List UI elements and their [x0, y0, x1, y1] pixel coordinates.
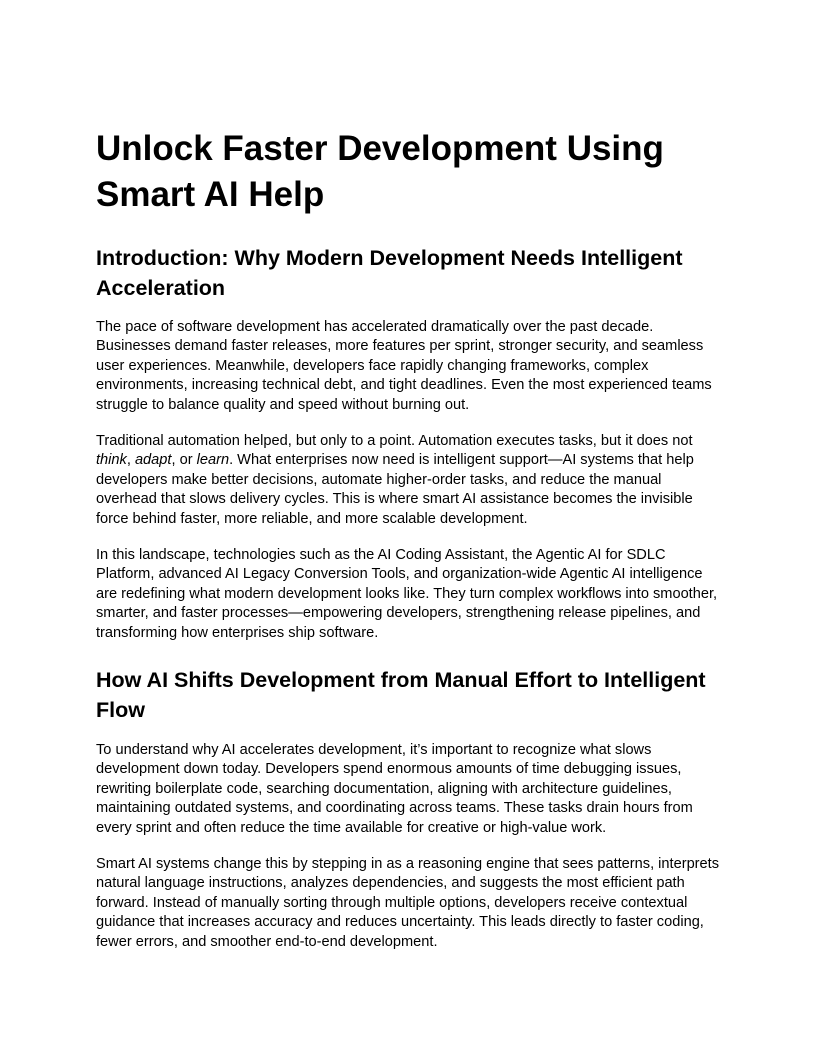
section-heading-introduction: Introduction: Why Modern Development Needs Intelligent Acceleration	[96, 246, 683, 300]
paragraph-pace-of-development: The pace of software development has accelerated dramatically over the past decade. Businesses demand faster releases, more features per sprint, stronger security, and seamless user experiences. Meanwhile, developers face rapidly changing frameworks, complex environments, increasing technical debt, and tight deadlines. Even the most experienced teams struggle to balance quality and speed without burning out.	[96, 319, 712, 413]
emphasis-learn: learn	[196, 452, 230, 469]
document-title: Unlock Faster Development Using Smart AI Help	[96, 129, 664, 214]
paragraph-text: , or	[171, 452, 197, 469]
paragraph-traditional-automation	[96, 432, 724, 529]
paragraph-text: ,	[126, 452, 135, 469]
paragraph-smart-ai-systems: Smart AI systems change this by stepping in as a reasoning engine that sees patterns, interprets natural language instructions, analyzes dependencies, and suggests the most efficient path forward. Instead of manually sorting through multiple options, developers receive contextual guidance that increases accuracy and reduces uncertainty. This leads directly to faster coding, fewer errors, and smoother end-to-end development.	[96, 856, 720, 950]
section-heading-ai-shifts: How AI Shifts Development from Manual Effort to Intelligent Flow	[96, 668, 706, 722]
paragraph-what-slows-development: To understand why AI accelerates development, it’s important to recognize what slows development down today. Developers spend enormous amounts of time debugging issues, rewriting boilerplate code, searching documentation, aligning with architecture guidelines, maintaining outdated systems, and coordinating across teams. These tasks drain hours from every sprint and often reduce the time available for creative or high-value work.	[96, 742, 693, 836]
emphasis-think: think	[96, 452, 127, 469]
paragraph-landscape: In this landscape, technologies such as the AI Coding Assistant, the Agentic AI for SDLC Platform, advanced AI Legacy Conversion Tools, and organization-wide Agentic AI intelligence are redefining what modern development looks like. They turn complex workflows into smoother, smarter, and faster processes—empowering developers, strengthening release pipelines, and transforming how enterprises ship software.	[96, 547, 718, 641]
paragraph-text: . What enterprises now need is intelligent support—AI systems that help developers make better decisions, automate higher-order tasks, and reduce the manual overhead that slows delivery cycles. This is where smart AI assistance becomes the invisible force behind faster, more reliable, and more scalable development.	[96, 452, 694, 527]
paragraph-text: Traditional automation helped, but only to a point. Automation executes tasks, but it does not	[96, 433, 693, 449]
emphasis-adapt: adapt	[134, 452, 172, 469]
